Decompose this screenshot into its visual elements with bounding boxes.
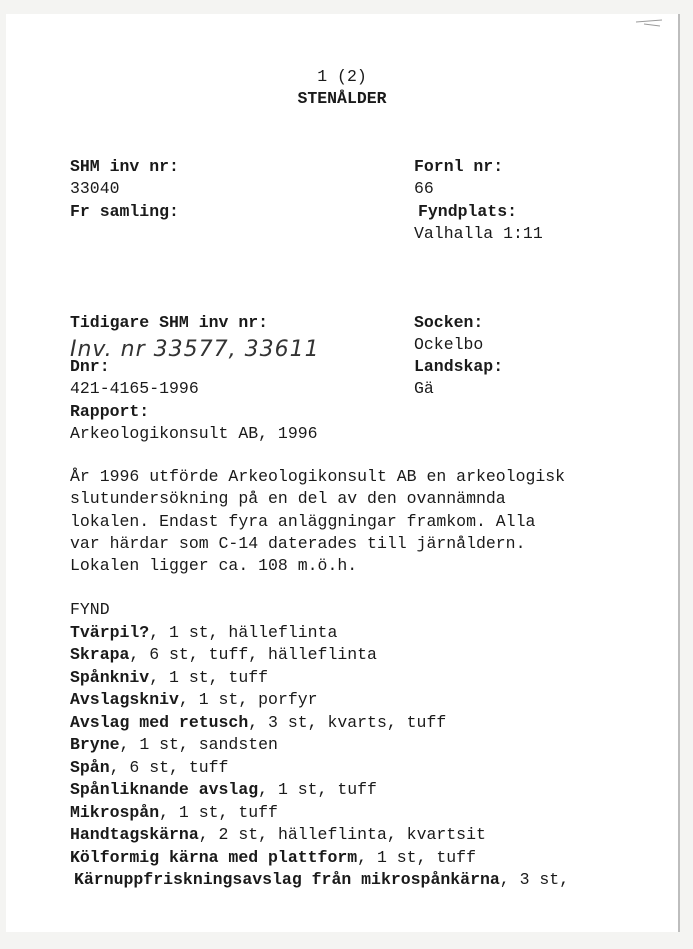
description-line: lokalen. Endast fyra anläggningar framkom. Alla — [70, 511, 536, 531]
page-number: 1 (2) — [317, 67, 367, 86]
find-name: Avslagskniv — [70, 690, 179, 709]
find-detail: , 1 st, tuff — [357, 847, 476, 867]
list-item — [70, 847, 569, 870]
list-item — [70, 689, 569, 712]
find-detail: , 3 st, kvarts, tuff — [248, 712, 447, 732]
fyndplats-value: Valhalla 1:11 — [414, 224, 543, 243]
dnr-value: 421-4165-1996 — [70, 379, 199, 398]
list-item — [70, 622, 569, 645]
find-detail: , 1 st, hälleflinta — [149, 622, 338, 642]
find-detail: , 6 st, tuff — [109, 757, 229, 777]
shm-inv-label: SHM inv nr: — [70, 157, 179, 176]
list-item — [74, 869, 569, 892]
find-detail: , 1 st, tuff — [159, 802, 278, 822]
tidigare-shm-label: Tidigare SHM inv nr: — [70, 313, 269, 332]
finds-list — [70, 599, 569, 892]
find-name: Mikrospån — [70, 802, 160, 822]
list-item — [70, 712, 569, 735]
list-item — [70, 779, 569, 802]
find-detail: , 1 st, porfyr — [178, 690, 318, 709]
list-item — [70, 757, 569, 780]
period-heading: STENÅLDER — [297, 89, 387, 108]
site-description — [70, 466, 565, 577]
socken-value: Ockelbo — [414, 335, 484, 354]
find-detail: , 1 st, tuff — [258, 780, 377, 799]
find-detail: , 1 st, tuff — [149, 667, 269, 687]
fr-samling-label: Fr samling: — [70, 202, 179, 221]
find-name: Bryne — [70, 735, 120, 754]
find-detail: , 1 st, sandsten — [119, 735, 278, 754]
find-name: Spånkniv — [70, 667, 150, 687]
find-name: Tvärpil? — [70, 622, 150, 642]
landskap-value: Gä — [414, 379, 434, 398]
find-detail: , 3 st, — [499, 870, 570, 889]
fornl-value: 66 — [414, 179, 434, 198]
list-item — [70, 734, 569, 757]
list-item — [70, 824, 569, 847]
document-page — [6, 14, 680, 932]
socken-label: Socken: — [414, 313, 484, 332]
handwritten-inv-numbers: Inv. nr 33577, 33611 — [70, 337, 320, 362]
description-line: År 1996 utförde Arkeologikonsult AB en arkeologisk — [70, 467, 566, 486]
description-line: var härdar som C-14 daterades till järnåldern. — [70, 533, 526, 553]
list-item — [70, 667, 569, 690]
fornl-label: Fornl nr: — [414, 157, 504, 176]
dnr-label: Dnr: — [70, 357, 110, 376]
list-item — [70, 802, 569, 825]
shm-inv-value: 33040 — [70, 179, 120, 198]
find-detail: , 6 st, tuff, hälleflinta — [129, 645, 377, 664]
description-line: slutundersökning på en del av den ovannämnda — [70, 489, 506, 509]
find-name: Spån — [70, 757, 110, 777]
rapport-label: Rapport: — [70, 402, 150, 421]
list-item — [70, 644, 569, 667]
find-name: Handtagskärna — [70, 825, 199, 844]
find-name: Skrapa — [70, 645, 130, 664]
rapport-value: Arkeologikonsult AB, 1996 — [70, 424, 318, 443]
description-line: Lokalen ligger ca. 108 m.ö.h. — [70, 556, 358, 576]
find-name: Avslag med retusch — [70, 712, 249, 732]
finds-heading: FYND — [70, 600, 110, 619]
landskap-label: Landskap: — [414, 357, 504, 376]
scan-speck-mark — [634, 16, 664, 30]
find-name: Kärnuppfriskningsavslag från mikrospånkärna — [74, 870, 500, 889]
find-name: Spånliknande avslag — [70, 780, 259, 799]
find-name: Kölformig kärna med plattform — [70, 847, 358, 867]
fyndplats-label: Fyndplats: — [418, 202, 518, 221]
find-detail: , 2 st, hälleflinta, kvartsit — [198, 825, 486, 844]
